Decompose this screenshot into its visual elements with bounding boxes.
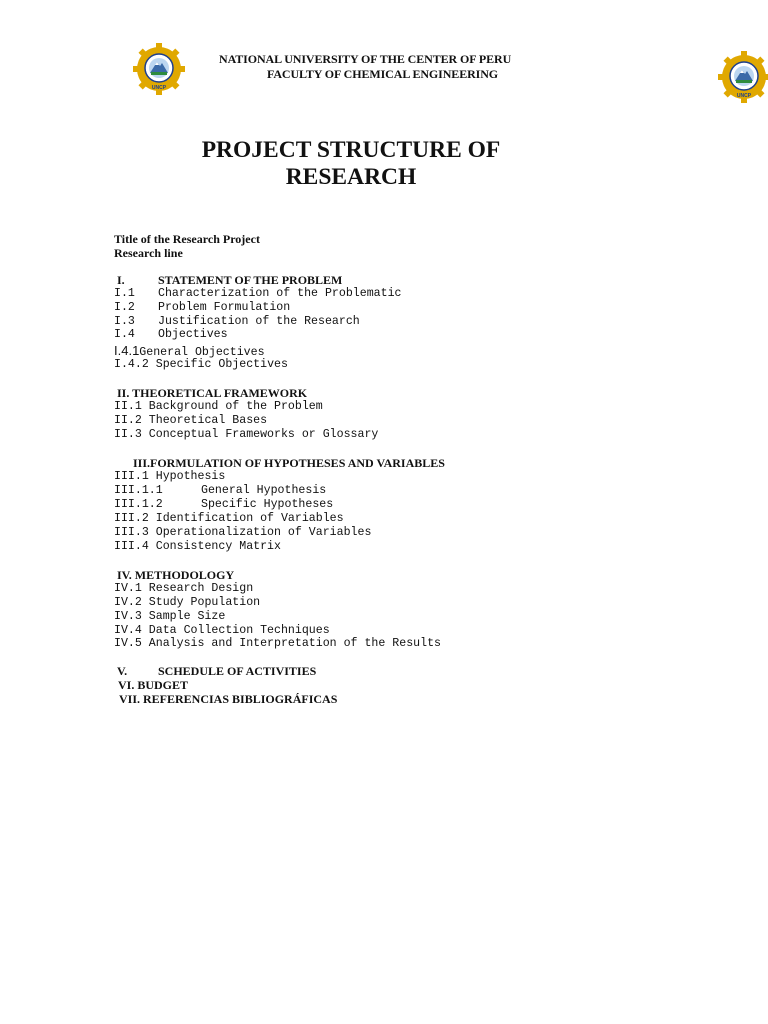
svg-text:UNCP: UNCP xyxy=(736,93,752,99)
list-item: I.4.1General Objectives xyxy=(114,343,265,359)
list-item: III.1 Hypothesis xyxy=(114,470,226,483)
section-1-number: I. xyxy=(117,273,125,287)
list-item: I.4.2 Specific Objectives xyxy=(114,358,288,371)
section-4-heading: IV. METHODOLOGY xyxy=(117,568,235,582)
list-item: I.2 Problem Formulation xyxy=(114,301,291,314)
svg-text:UNCP: UNCP xyxy=(151,85,167,91)
section-6-heading: VI. BUDGET xyxy=(118,678,189,692)
section-1-title: STATEMENT OF THE PROBLEM xyxy=(158,273,343,287)
research-line-label: Research line xyxy=(114,246,183,260)
list-item: IV.1 Research Design xyxy=(114,582,254,595)
list-item: IV.3 Sample Size xyxy=(114,610,226,623)
page-title-line-1: PROJECT STRUCTURE OF xyxy=(201,137,501,163)
list-item: III.1.1 General Hypothesis xyxy=(114,484,327,497)
university-name: NATIONAL UNIVERSITY OF THE CENTER OF PERU xyxy=(219,52,512,66)
list-item: II.3 Conceptual Frameworks or Glossary xyxy=(114,428,379,441)
list-item: IV.4 Data Collection Techniques xyxy=(114,624,330,637)
section-7-heading: VII. REFERENCIAS BIBLIOGRÁFICAS xyxy=(119,692,338,706)
project-title-label: Title of the Research Project xyxy=(114,232,260,246)
list-item: III.1.2 Specific Hypotheses xyxy=(114,498,334,511)
university-seal-logo-right xyxy=(718,51,768,103)
list-item: III.3 Operationalization of Variables xyxy=(114,526,372,539)
list-item: II.2 Theoretical Bases xyxy=(114,414,268,427)
section-2-heading: II. THEORETICAL FRAMEWORK xyxy=(117,386,308,400)
page-title-line-2: RESEARCH xyxy=(285,164,417,190)
section-5-number: V. xyxy=(117,664,128,678)
section-5-title: SCHEDULE OF ACTIVITIES xyxy=(158,664,317,678)
university-seal-logo-left xyxy=(133,43,185,95)
list-item: II.1 Background of the Problem xyxy=(114,400,323,413)
list-item: IV.5 Analysis and Interpretation of the Results xyxy=(114,637,441,650)
list-item: IV.2 Study Population xyxy=(114,596,261,609)
list-item: III.2 Identification of Variables xyxy=(114,512,344,525)
list-item: I.3 Justification of the Research xyxy=(114,315,360,328)
section-5-heading xyxy=(117,664,316,679)
section-1-heading xyxy=(117,273,342,288)
section-3-heading: III.FORMULATION OF HYPOTHESES AND VARIABLES xyxy=(133,456,445,470)
list-item: I.4 Objectives xyxy=(114,328,228,341)
list-item: I.1 Characterization of the Problematic xyxy=(114,287,402,300)
list-item: III.4 Consistency Matrix xyxy=(114,540,281,553)
faculty-name: FACULTY OF CHEMICAL ENGINEERING xyxy=(267,67,499,81)
